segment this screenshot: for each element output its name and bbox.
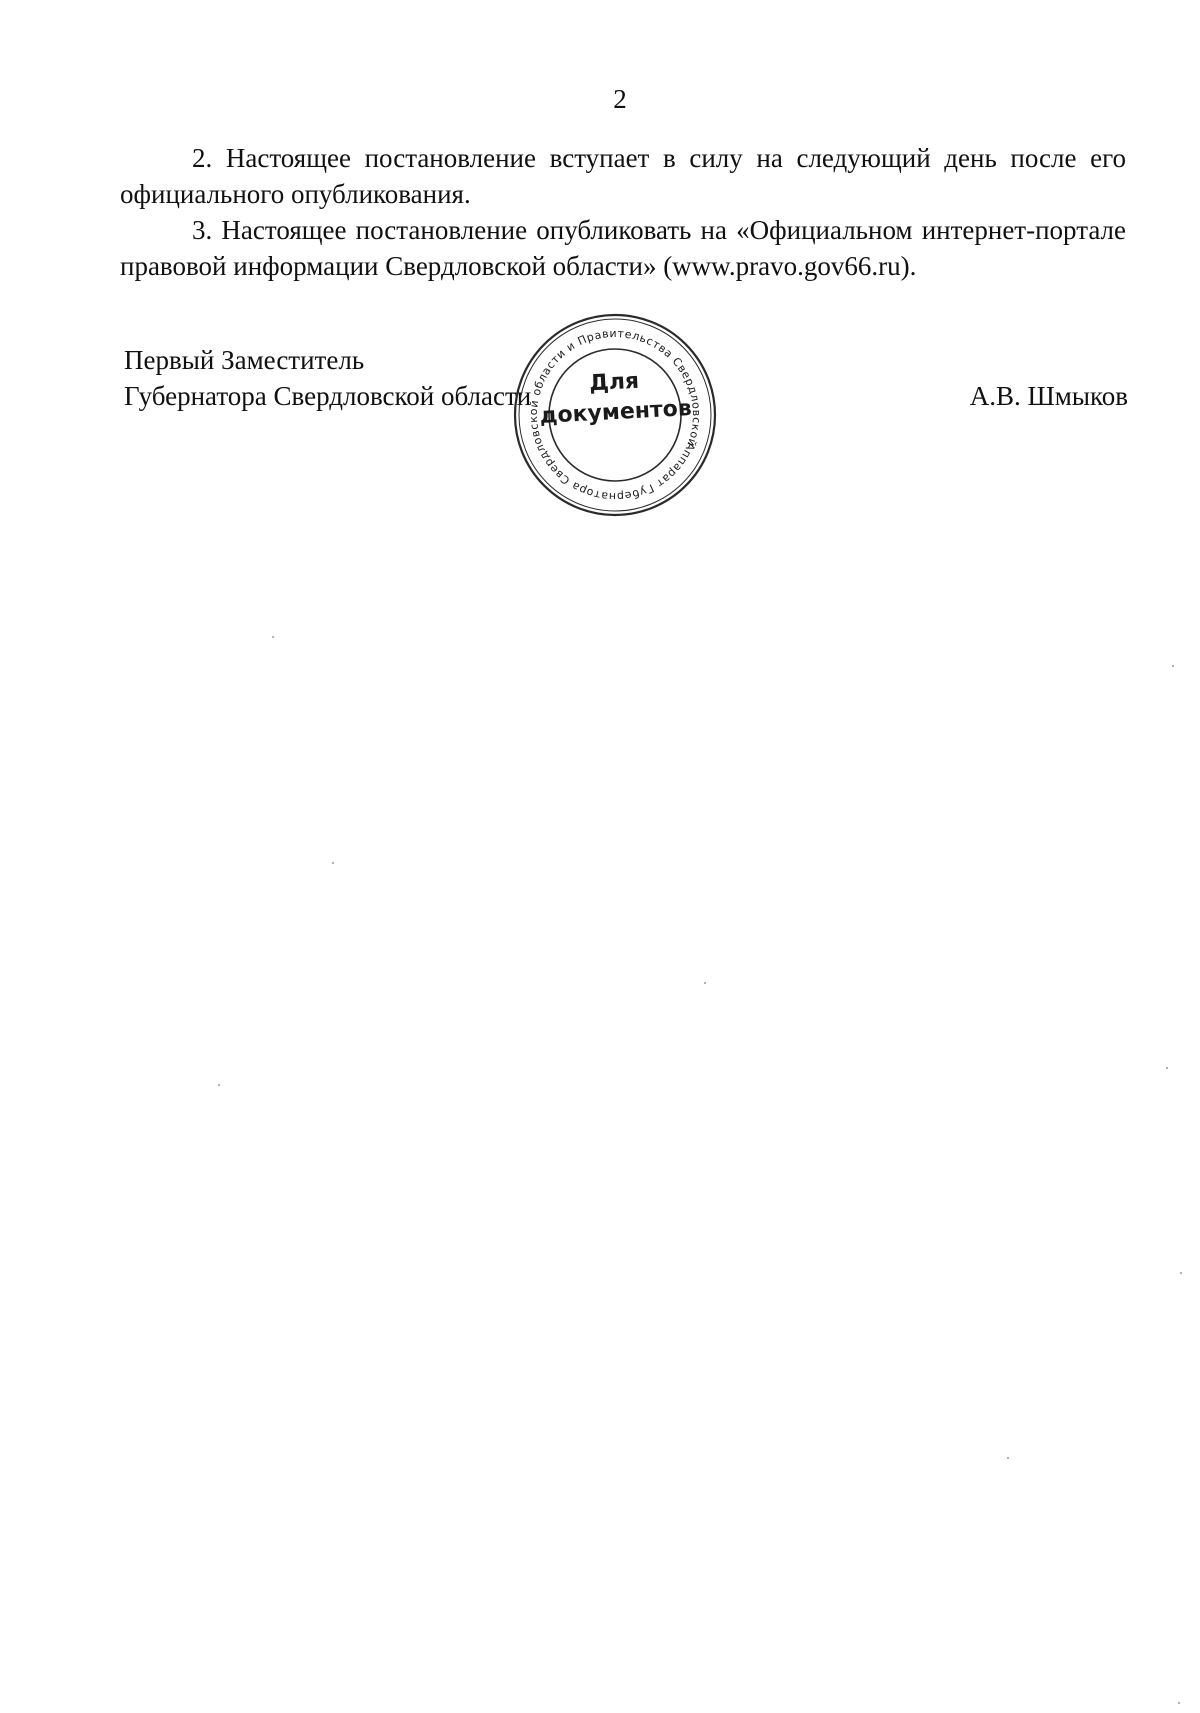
scan-speck (704, 982, 706, 984)
signatory-position-line1: Первый Заместитель (124, 345, 365, 375)
seal-center-text (509, 363, 722, 434)
signatory-position (124, 342, 531, 414)
scan-speck (272, 636, 274, 638)
seal-ring-text: Аппарат Губернатора Свердловской области и Правительства Свердловской (526, 326, 704, 504)
scan-speck (1007, 1457, 1009, 1459)
signatory-name: А.В. Шмыков (969, 381, 1128, 411)
scan-speck (1166, 1067, 1168, 1069)
page-number: 2 (613, 84, 627, 114)
document-body (120, 140, 1126, 284)
scan-speck (1180, 1272, 1182, 1274)
seal-center-line2: документов (539, 396, 693, 429)
scan-speck (218, 1084, 220, 1086)
scan-speck (332, 862, 334, 864)
seal-center-line1: Для (588, 368, 640, 397)
official-seal-stamp (510, 310, 720, 520)
scan-speck (1172, 665, 1174, 667)
scan-speck (1178, 1702, 1180, 1704)
signatory-position-line2: Губернатора Свердловской области (124, 381, 532, 411)
paragraph-3: 3. Настоящее постановление опубликовать на «Официальном интернет-портале правовой информации Свердловской области» (www.pravo.gov66.ru). (120, 215, 1126, 281)
paragraph-2: 2. Настоящее постановление вступает в силу на следующий день после его официального опубликования. (120, 143, 1126, 209)
